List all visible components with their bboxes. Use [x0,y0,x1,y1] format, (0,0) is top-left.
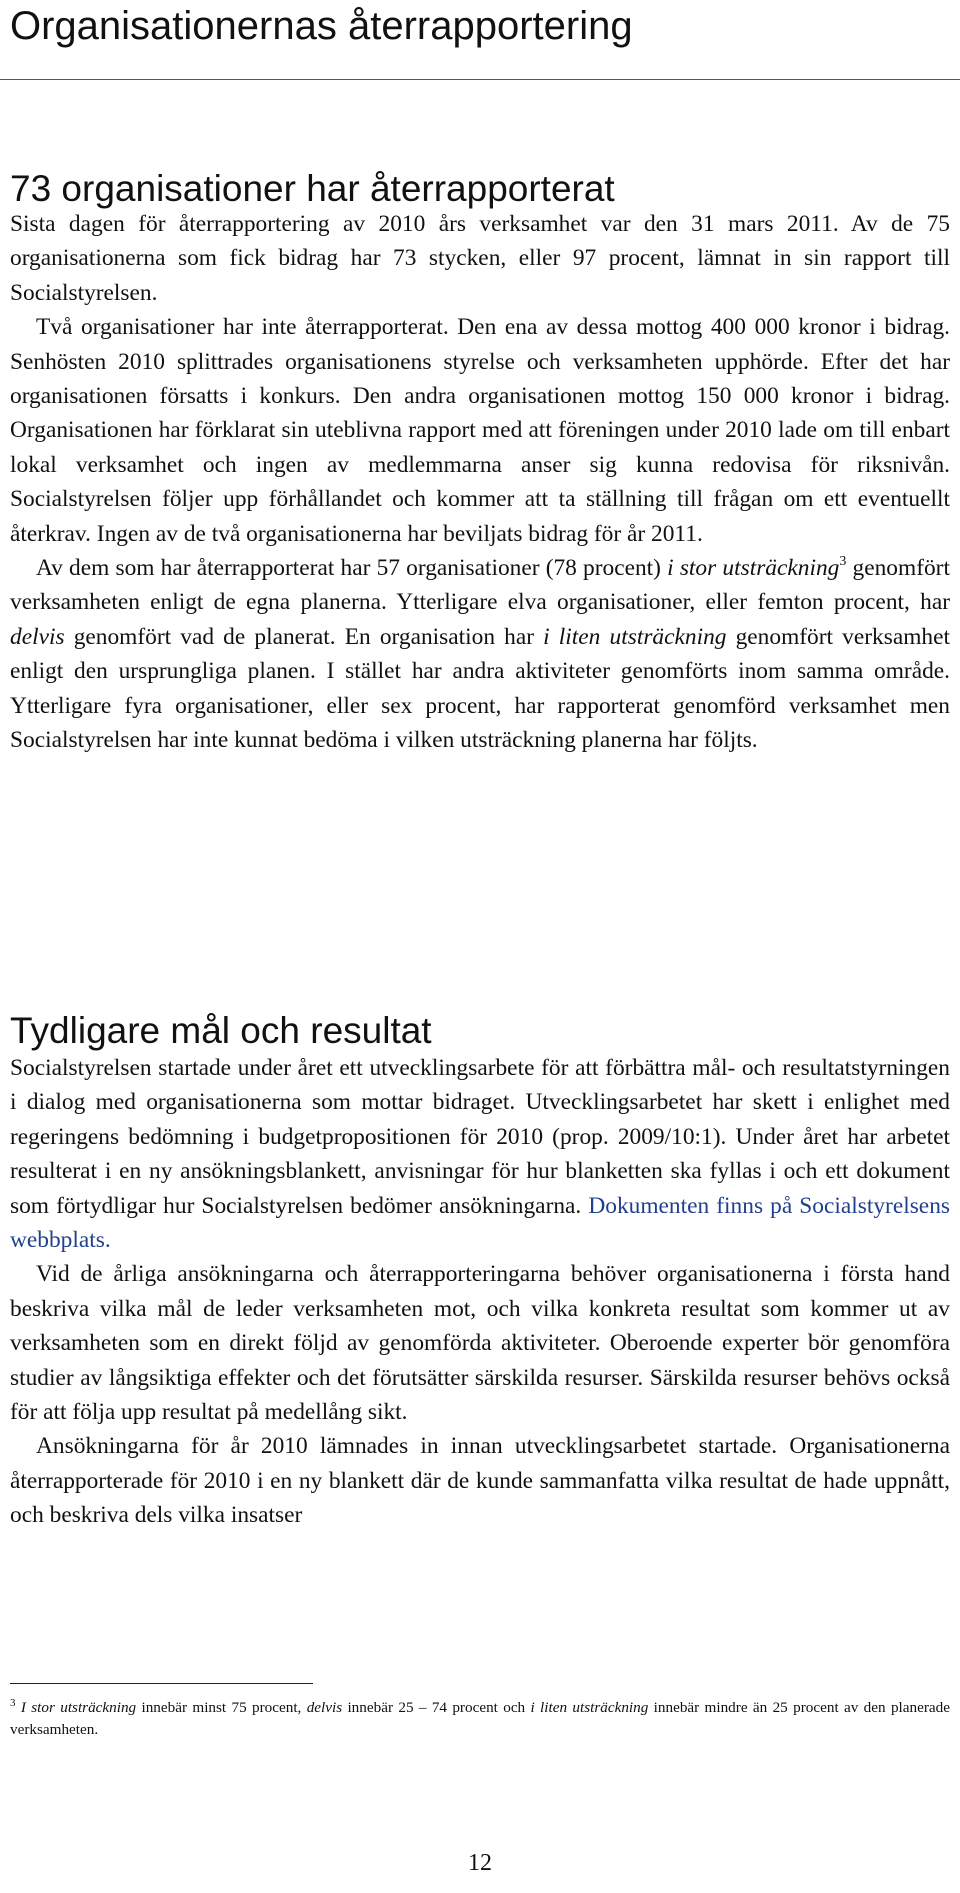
text-run: Socialstyrelsen startade under året ett utvecklingsarbete för att förbättra mål- och resultatstyrningen i dialog med organisationerna som mottar bidraget. Utvecklingsarbetet har skett i enlighet med regeringens bedömning i budgetpropositionen för 2010 (prop. 2009/10:1). Under året har arbetet resulterat i en ny ansökningsblankett, anvisningar för hur blanketten ska fyllas i och ett dokument som förtydligar hur Socialstyrelsen bedömer ansökningarna. [10,1055,950,1219]
paragraph [10,551,950,757]
paragraph [10,1051,950,1257]
footnote [10,1697,950,1741]
text-run: innebär minst 75 procent, [136,1699,307,1716]
section-body-organisations-reported [10,207,950,758]
footnote-number: 3 [10,1697,16,1709]
webbplats-link[interactable]: Dokumenten finns på Socialstyrelsens webbplats. [10,1192,950,1254]
text-run: innebär 25 – 74 procent och [342,1699,531,1716]
emphasis: i stor utsträckning [667,555,840,582]
page-title: Organisationernas återrapportering [10,4,633,48]
emphasis: i liten utsträckning [530,1699,649,1716]
emphasis: I stor utsträckning [20,1699,137,1716]
title-divider [0,79,960,80]
emphasis: delvis [10,623,65,650]
emphasis: delvis [306,1699,343,1716]
section-body-clearer-goals [10,1051,950,1533]
text-run: Av dem som har återrapporterat har 57 organisationer (78 procent) [36,555,668,582]
footnote-divider [10,1683,313,1684]
text-run: innebär mindre än 25 procent av den planerade verksamheten. [10,1699,950,1738]
paragraph: Sista dagen för återrapportering av 2010 års verksamhet var den 31 mars 2011. Av de 75 organisationerna som fick bidrag har 73 stycken, eller 97 procent, lämnat in sin rapport till Socialstyrelsen. [10,211,950,306]
section-heading-organisations-reported: 73 organisationer har återrapporterat [10,168,615,209]
text-run: genomfört verksamheten enligt de egna planerna. Ytterligare elva organisationer, eller femton procent, har [10,555,950,616]
paragraph: Vid de årliga ansökningarna och återrapporteringarna behöver organisationerna i första hand beskriva vilka mål de leder verksamheten mot, och vilka konkreta resultat som kommer ut av verksamheten som en direkt följd av genomförda aktiviteter. Oberoende experter bör genomföra studier av långsiktiga effekter och det förutsätter särskilda resurser. Särskilda resurser behövs också för att följa upp resultat på medellång sikt. [10,1261,950,1426]
emphasis: i liten utsträckning [543,623,727,650]
paragraph: Ansökningarna för år 2010 lämnades in innan utvecklingsarbetet startade. Organisationerna återrapporterade för 2010 i en ny blankett där de kunde sammanfatta vilka resultat de hade uppnått, och beskriva dels vilka insatser [10,1433,950,1529]
page-number: 12 [468,1850,492,1876]
paragraph: Två organisationer har inte återrapporterat. Den ena av dessa mottog 400 000 kronor i bidrag. Senhösten 2010 splittrades organisationens styrelse och verksamheten upphörde. Efter det har organisationen försatts i konkurs. Den andra organisationen mottog 150 000 kronor i bidrag. Organisationen har förklarat sin uteblivna rapport med att föreningen under 2010 lade om till enbart lokal verksamhet och ingen av medlemmarna anser sig kunna redovisa för riksnivån. Socialstyrelsen följer upp förhållandet och kommer att ta ställning till frågan om ett eventuellt återkrav. Ingen av de två organisationerna har beviljats bidrag för år 2011. [10,314,950,547]
text-run: genomfört vad de planerat. En organisation har [64,623,544,650]
text-run: genomfört verksamhet enligt den ursprungliga planen. I stället har andra aktiviteter genomförts inom samma område. Ytterligare fyra organisationer, eller sex procent, har rapporterat genomförd verksamhet men Socialstyrelsen har inte kunnat bedöma i vilken utsträckning planerna har följts. [10,623,950,754]
section-heading-clearer-goals: Tydligare mål och resultat [10,1010,432,1051]
footnote-reference: 3 [839,554,847,570]
